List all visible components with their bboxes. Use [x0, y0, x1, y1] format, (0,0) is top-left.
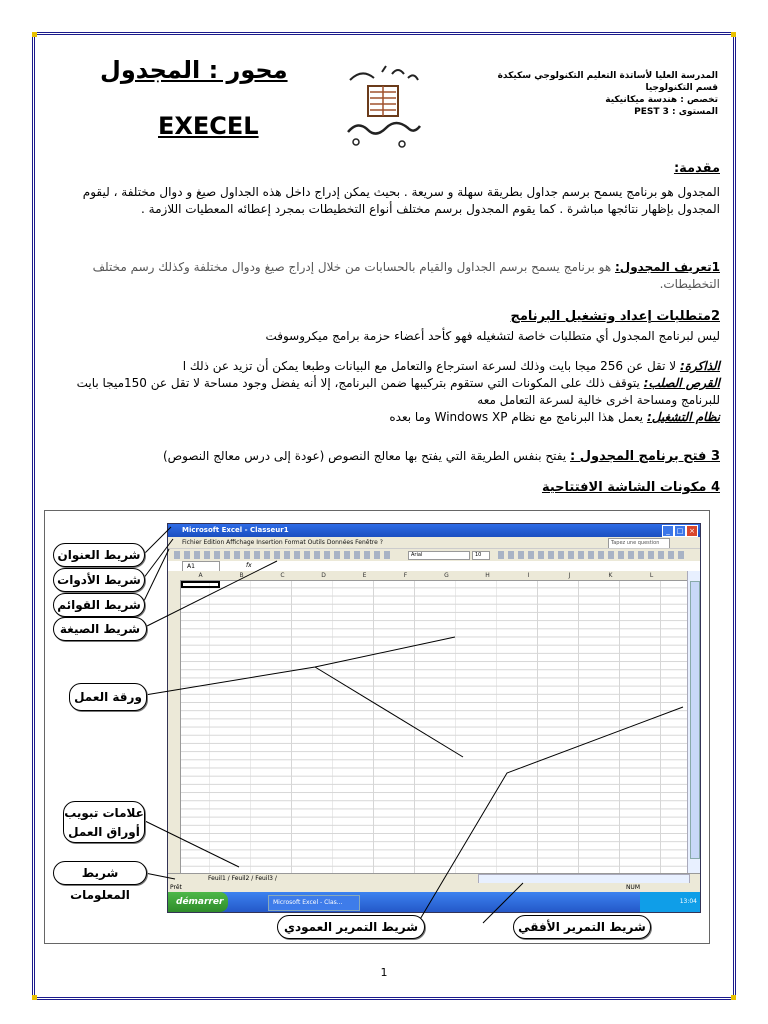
os-label: نظام التشغيل:: [646, 410, 720, 424]
callout-title-bar: شريط العنوان: [53, 543, 145, 567]
school-name: المدرسة العليا لأساتذة التعليم التكنولوجي سكيكدة: [497, 71, 718, 81]
callout-vertical-scrollbar: شريط التمرير العمودي: [277, 915, 425, 939]
col-header[interactable]: H: [485, 572, 490, 579]
memory-item: [40, 358, 720, 375]
col-header[interactable]: A: [198, 572, 203, 579]
requirements-list: [40, 358, 720, 426]
disk-text: يتوقف ذلك على المكونات التي ستقوم بتركيبها ضمن البرنامج، إلا أنه يفضل وجود مساحة لا تقل عن 150ميجا بايت للبرنامج ومساحة اخرى خالية لسرعة التعامل معه: [76, 376, 720, 407]
maximize-icon[interactable]: □: [674, 525, 686, 537]
requirements-heading: 2متطلبات إعداد وتشغيل البرنامج: [510, 309, 720, 324]
intro-text: المجدول هو برنامج يسمح برسم جداول بطريقة سهلة و سريعة . بحيث يمكن إدراج داخل هذه الجداول صيغ و دوال مختلفة ، ليقوم المجدول بإظهار نتائجها مباشرة . كما يقوم المجدول برسم مختلف أنواع التخطيطات بمجرد إعطائه المعطيات اللازمة .: [82, 185, 720, 216]
screen-components-heading: 4 مكونات الشاشة الافتتاحية: [541, 480, 720, 495]
definition-text: هو برنامج يسمح برسم الجداول والقيام بالحسابات من خلال إدراج صيغ ودوال مختلفة وكذلك رسم مختلف التخطيطات.: [92, 260, 720, 291]
open-text: يفتح بنفس الطريقة التي يفتح بها معالج النصوص (عودة إلى درس معالج النصوص): [162, 449, 571, 463]
excel-title-bar: Microsoft Excel - Classeur1: [168, 524, 700, 537]
col-header[interactable]: F: [403, 572, 408, 579]
callout-menu-bar: شريط القوائم: [53, 593, 145, 617]
font-name-select[interactable]: Arial: [408, 551, 470, 560]
excel-screenshot-figure: [44, 510, 710, 944]
os-text: يعمل هذا البرنامج مع نظام Windows XP وما بعده: [389, 410, 647, 424]
status-num: NUM: [625, 884, 640, 891]
callout-horizontal-scrollbar: شريط التمرير الأفقي: [513, 915, 651, 939]
callout-worksheet: ورقة العمل: [69, 683, 147, 711]
start-button[interactable]: démarrer: [168, 892, 228, 912]
system-tray: 13:04: [640, 892, 700, 912]
school-info: [458, 70, 718, 118]
col-header[interactable]: G: [444, 572, 449, 579]
callout-sheet-tabs: علامات تبويب أوراق العمل: [63, 801, 145, 843]
callout-status-bar: شريط المعلومات: [53, 861, 147, 885]
col-header[interactable]: B: [239, 572, 244, 579]
os-item: [40, 409, 720, 426]
font-size-select[interactable]: 10: [472, 551, 490, 560]
page-number: 1: [380, 966, 388, 979]
col-header[interactable]: I: [527, 572, 530, 579]
name-box[interactable]: A1: [182, 561, 220, 572]
corner-mark: [32, 995, 37, 1000]
corner-mark: [32, 32, 37, 37]
school-logo-icon: [342, 62, 424, 152]
col-header[interactable]: D: [321, 572, 326, 579]
corner-mark: [731, 995, 736, 1000]
requirements-intro: ليس لبرنامج المجدول أي متطلبات خاصة لتشغيله فهو كأحد أعضاء حزمة برامج ميكروسوفت: [265, 329, 720, 343]
fx-icon[interactable]: fx: [246, 562, 252, 569]
definition-heading: 1تعريف المجدول:: [615, 260, 720, 274]
col-header[interactable]: L: [649, 572, 654, 579]
section-definition: [40, 259, 720, 293]
disk-label: القرص الصلب:: [643, 376, 720, 390]
disk-item: [40, 375, 720, 409]
col-header[interactable]: C: [280, 572, 285, 579]
col-header[interactable]: E: [362, 572, 367, 579]
memory-label: الذاكرة:: [679, 359, 720, 373]
specialty: تخصص : هندسة ميكانيكية: [605, 95, 718, 105]
memory-text: لا تقل عن 256 ميجا بايت وذلك لسرعة استرجاع والتعامل مع البيانات وطبعا يمكن أن تزيد عن ذلك ا: [182, 359, 680, 373]
page-title-english: EXECEL: [158, 112, 259, 140]
callout-formula-bar: شريط الصيغة: [53, 617, 147, 641]
callout-toolbar: شريط الأدوات: [53, 568, 145, 592]
sheet-tab-list[interactable]: Feuil1 / Feuil2 / Feuil3 /: [208, 875, 277, 882]
col-header[interactable]: J: [568, 572, 571, 579]
open-heading: 3 فتح برنامج المجدول :: [570, 449, 720, 464]
section-open: [40, 448, 720, 465]
help-search-input[interactable]: Tapez une question: [608, 538, 670, 549]
excel-menu-bar[interactable]: Fichier Edition Affichage Insertion Format Outils Données Fenêtre ?: [168, 537, 700, 548]
minimize-icon[interactable]: _: [662, 525, 674, 537]
page-title-arabic: محور : المجدول: [100, 56, 288, 84]
status-ready: Prêt: [170, 884, 182, 891]
col-header[interactable]: K: [608, 572, 613, 579]
department: قسم التكنولوجيا: [645, 83, 718, 93]
close-icon[interactable]: ×: [686, 525, 698, 537]
taskbar-excel-item[interactable]: Microsoft Excel - Clas...: [268, 895, 360, 911]
corner-mark: [731, 32, 736, 37]
intro-heading: مقدمة:: [673, 161, 720, 176]
level: المستوى : 3 PEST: [634, 107, 718, 117]
